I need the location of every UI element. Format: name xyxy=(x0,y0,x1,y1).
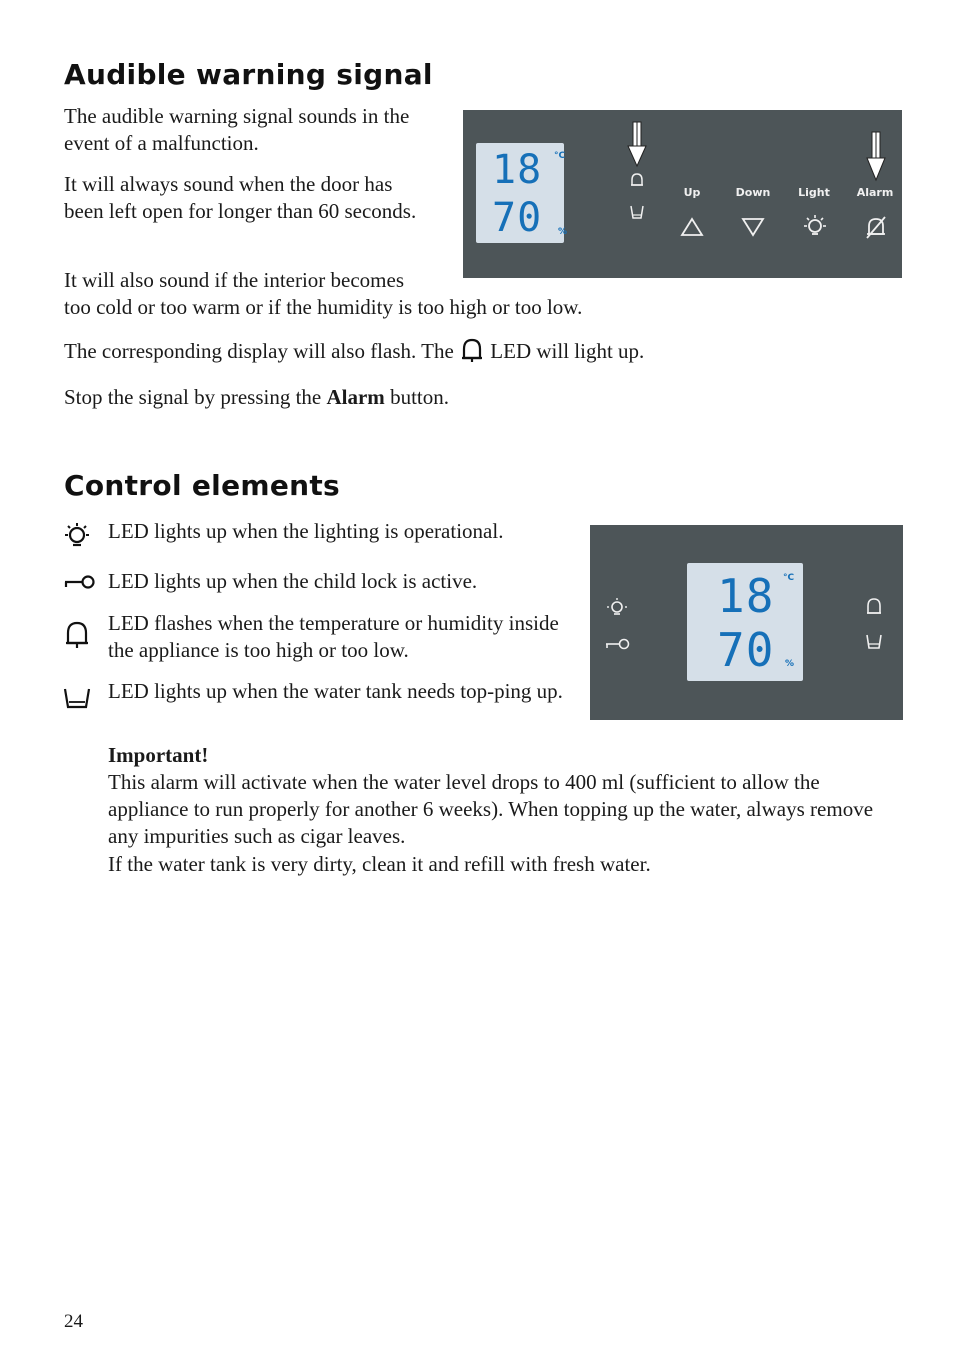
paragraph-interior-b: too cold or too warm or if the humidity is too high or too low. xyxy=(64,295,583,319)
water-tank-icon xyxy=(865,633,883,651)
paragraph-stop-signal xyxy=(64,384,864,411)
bell-icon xyxy=(63,619,91,651)
light-icon xyxy=(63,521,91,551)
up-triangle-icon[interactable] xyxy=(680,216,704,238)
temperature-readout: 18 xyxy=(492,147,543,193)
lcd-display xyxy=(687,563,803,681)
light-bulb-icon[interactable] xyxy=(802,214,828,240)
arrow-down-icon xyxy=(866,130,886,182)
control-item-alarm: LED flashes when the temperature or humidity inside the appliance is too high or too low. xyxy=(108,611,559,662)
alarm-button-label: Alarm xyxy=(856,186,894,199)
control-item-water-tank: LED lights up when the water tank needs top-ping up. xyxy=(108,679,563,703)
temperature-readout: 18 xyxy=(717,569,775,623)
temperature-unit: °C xyxy=(554,151,566,161)
alarm-bold-label: Alarm xyxy=(326,385,385,409)
control-panel-image-top xyxy=(463,110,902,278)
paragraph-interior-a: It will also sound if the interior becomes xyxy=(64,268,405,292)
key-icon xyxy=(63,574,97,590)
temperature-unit: °C xyxy=(783,573,795,583)
section-heading-audible-warning: Audible warning signal xyxy=(64,58,433,91)
paragraph-malfunction: The audible warning signal sounds in the event of a malfunction. xyxy=(64,104,410,155)
water-tank-icon xyxy=(63,687,91,711)
paragraph-display-flash xyxy=(64,336,864,365)
display-flash-text-post: LED will light up. xyxy=(490,339,645,363)
bell-icon xyxy=(865,597,883,617)
display-flash-text-pre: The corresponding display will also flash. The xyxy=(64,339,454,363)
light-bulb-icon xyxy=(606,597,628,619)
important-text-dirty-tank: If the water tank is very dirty, clean it and refill with fresh water. xyxy=(108,852,651,876)
page-number: 24 xyxy=(64,1311,83,1332)
important-title: Important! xyxy=(108,743,209,767)
bell-icon xyxy=(629,172,645,188)
stop-signal-text-pre: Stop the signal by pressing the xyxy=(64,385,322,409)
down-button-label: Down xyxy=(735,186,771,199)
important-text: This alarm will activate when the water level drops to 400 ml (sufficient to allow the appliance to run properly for another 6 weeks). When topping up the water, always remove any impurities such as cigar leaves. xyxy=(108,770,874,848)
humidity-unit: % xyxy=(558,227,568,237)
alarm-mute-icon[interactable] xyxy=(863,214,889,240)
up-button-label: Up xyxy=(683,186,701,199)
paragraph-door-open: It will always sound when the door has been left open for longer than 60 seconds. xyxy=(64,172,417,223)
arrow-down-icon xyxy=(627,120,647,168)
section-heading-control-elements: Control elements xyxy=(64,469,341,502)
control-panel-image-bottom xyxy=(590,525,903,720)
lcd-display xyxy=(476,143,568,243)
key-icon xyxy=(604,637,632,651)
humidity-unit: % xyxy=(785,659,795,669)
humidity-readout: 70 xyxy=(492,195,543,241)
stop-signal-text-post: button. xyxy=(390,385,449,409)
control-item-child-lock: LED lights up when the child lock is active. xyxy=(108,569,478,593)
light-button-label: Light xyxy=(798,186,830,199)
water-tank-icon xyxy=(629,204,645,220)
bell-icon xyxy=(459,336,485,364)
control-item-light: LED lights up when the lighting is operational. xyxy=(108,519,504,543)
humidity-readout: 70 xyxy=(717,623,775,677)
down-triangle-icon[interactable] xyxy=(741,216,765,238)
